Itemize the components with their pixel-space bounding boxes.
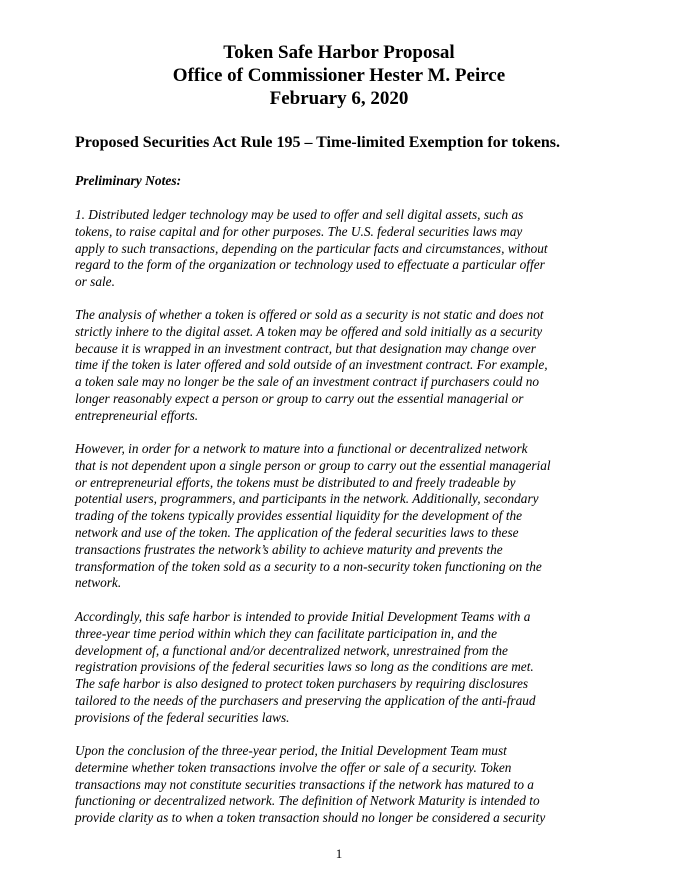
paragraph-line: Accordingly, this safe harbor is intended to provide Initial Development Teams with a xyxy=(75,609,531,624)
paragraph-line: three-year time period within which they can facilitate participation in, and the xyxy=(75,625,497,641)
paragraph-line: tokens, to raise capital and for other purposes. The U.S. federal securities laws may xyxy=(75,223,523,239)
paragraph-line: development of, a functional and/or decentralized network, unrestrained from the xyxy=(75,642,508,658)
paragraph-line: Upon the conclusion of the three-year period, the Initial Development Team must xyxy=(75,743,507,758)
preliminary-notes-label: Preliminary Notes: xyxy=(75,173,182,188)
paragraph-line: longer reasonably expect a person or group to carry out the essential managerial or xyxy=(75,390,524,406)
section-heading: Proposed Securities Act Rule 195 – Time-limited Exemption for tokens. xyxy=(75,134,561,151)
paragraph-line: regard to the form of the organization or technology used to effectuate a particular offer xyxy=(75,257,545,273)
paragraph-3 xyxy=(75,441,615,592)
document-header xyxy=(0,41,678,110)
paragraph-line: provisions of the federal securities laws. xyxy=(75,709,290,725)
paragraph-line: that is not dependent upon a single person or group to carry out the essential managerial xyxy=(75,457,551,473)
paragraph-line: tailored to the needs of the purchasers and preserving the application of the anti-fraud xyxy=(75,692,536,708)
paragraph-2 xyxy=(75,307,615,425)
paragraph-line: However, in order for a network to mature into a functional or decentralized network xyxy=(75,441,528,456)
paragraph-line: network and use of the token. The application of the federal securities laws to these xyxy=(75,524,519,540)
paragraph-line: strictly inhere to the digital asset. A token may be offered and sold initially as a security xyxy=(75,323,543,339)
paragraph-line: or entrepreneurial efforts, the tokens must be distributed to and freely tradeable by xyxy=(75,474,516,490)
paragraph-line: determine whether token transactions involve the offer or sale of a security. Token xyxy=(75,759,512,775)
paragraph-line: functioning or decentralized network. The definition of Network Maturity is intended to xyxy=(75,793,540,809)
page-number: 1 xyxy=(335,846,343,861)
paragraph-line: or sale. xyxy=(75,274,115,290)
paragraph-line: apply to such transactions, depending on the particular facts and circumstances, without xyxy=(75,240,548,256)
paragraph-line: network. xyxy=(75,575,122,591)
paragraph-1 xyxy=(75,207,615,291)
paragraph-line: time if the token is later offered and sold outside of an investment contract. For example, xyxy=(75,357,548,373)
paragraph-line: trading of the tokens typically provides essential liquidity for the development of the xyxy=(75,508,523,524)
paragraph-line: because it is wrapped in an investment contract, but that designation may change over xyxy=(75,340,536,356)
paragraph-line: transactions frustrates the network’s ability to achieve maturity and prevents the xyxy=(75,541,503,557)
paragraph-line: transformation of the token sold as a security to a non-security token functioning on the xyxy=(75,558,542,574)
paragraph-line: The analysis of whether a token is offered or sold as a security is not static and does not xyxy=(75,307,544,322)
paragraph-line: The safe harbor is also designed to protect token purchasers by requiring disclosures xyxy=(75,676,529,692)
paragraph-5 xyxy=(75,743,615,827)
document-date: February 6, 2020 xyxy=(269,88,409,109)
paragraph-line: transactions may not constitute securities transactions if the network has matured to a xyxy=(75,776,534,792)
paragraph-line: provide clarity as to when a token transaction should no longer be considered a security xyxy=(75,810,546,826)
paragraph-line: 1. Distributed ledger technology may be used to offer and sell digital assets, such as xyxy=(75,207,524,222)
paragraph-line: registration provisions of the federal securities laws so long as the conditions are met. xyxy=(75,659,534,675)
paragraph-4 xyxy=(75,609,615,727)
office-name: Office of Commissioner Hester M. Peirce xyxy=(172,65,506,86)
paragraph-line: entrepreneurial efforts. xyxy=(75,407,199,423)
paragraph-line: a token sale may no longer be the sale of an investment contract if purchasers could no xyxy=(75,374,540,390)
document-title: Token Safe Harbor Proposal xyxy=(223,42,455,63)
paragraph-line: potential users, programmers, and participants in the network. Additionally, secondary xyxy=(75,491,539,507)
